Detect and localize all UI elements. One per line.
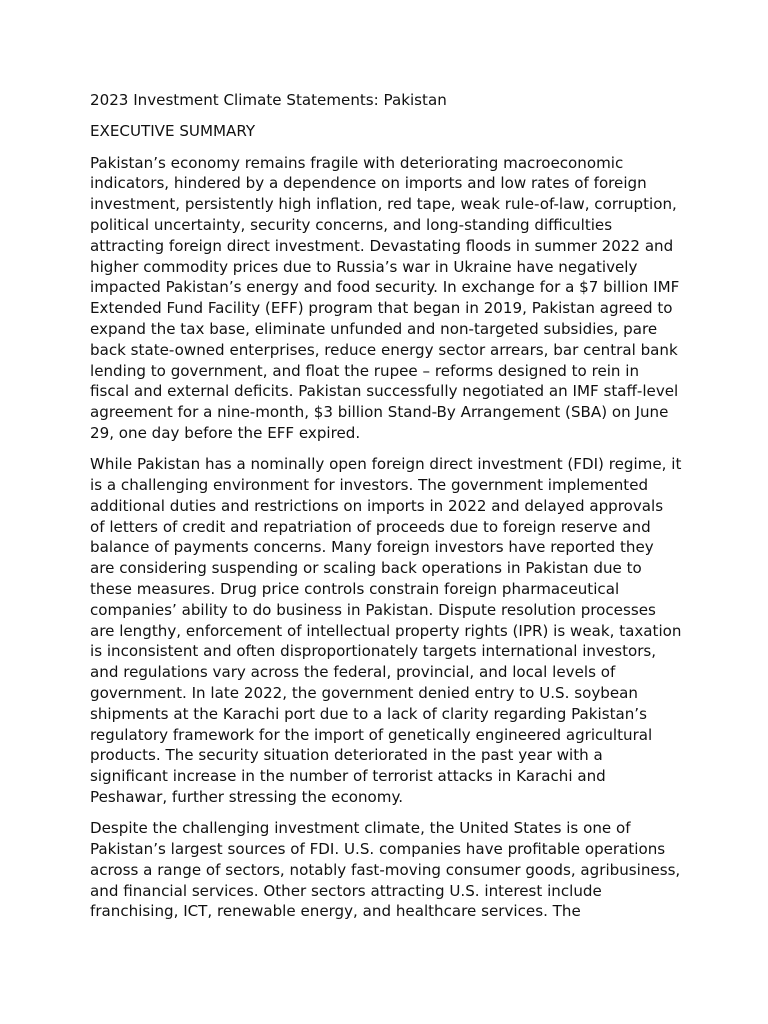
paragraph-2: While Pakistan has a nominally open foreign direct investment (FDI) regime, it is a challenging environment for investors. The government implemented additional duties and restrictions on imports in 2022 and delayed approvals of letters of credit and repatriation of proceeds due to foreign reserve and balance of payments concerns. Many foreign investors have reported they are considering suspending or scaling back operations in Pakistan due to these measures. Drug price controls constrain foreign pharmaceutical companies’ ability to do business in Pakistan. Dispute resolution processes are lengthy, enforcement of intellectual property rights (IPR) is weak, taxation is inconsistent and often disproportionately targets international investors, and regulations vary across the federal, provincial, and local levels of government. In late 2022, the government denied entry to U.S. soybean shipments at the Karachi port due to a lack of clarity regarding Pakistan’s regulatory framework for the import of genetically engineered agricultural products. The security situation deteriorated in the past year with a significant increase in the number of terrorist attacks in Karachi and Peshawar, further stressing the economy. xyxy=(90,455,682,806)
document-page xyxy=(90,90,682,933)
paragraph-1: Pakistan’s economy remains fragile with deteriorating macroeconomic indicators, hindered by a dependence on imports and low rates of foreign investment, persistently high inflation, red tape, weak rule-of-law, corruption, political uncertainty, security concerns, and long-standing difficulties attracting foreign direct investment. Devastating floods in summer 2022 and higher commodity prices due to Russia’s war in Ukraine have negatively impacted Pakistan’s energy and food security. In exchange for a $7 billion IMF Extended Fund Facility (EFF) program that began in 2019, Pakistan agreed to expand the tax base, eliminate unfunded and non-targeted subsidies, pare back state-owned enterprises, reduce energy sector arrears, bar central bank lending to government, and float the rupee – reforms designed to rein in fiscal and external deficits. Pakistan successfully negotiated an IMF staff-level agreement for a nine-month, $3 billion Stand-By Arrangement (SBA) on June 29, one day before the EFF expired. xyxy=(90,153,680,442)
document-title: 2023 Investment Climate Statements: Pakistan xyxy=(90,91,447,109)
section-heading: EXECUTIVE SUMMARY xyxy=(90,122,256,141)
paragraph-3: Despite the challenging investment climate, the United States is one of Pakistan’s largest sources of FDI. U.S. companies have profitable operations across a range of sectors, notably fast-moving consumer goods, agribusiness, and financial services. Other sectors attracting U.S. interest include franchising, ICT, renewable energy, and healthcare services. The xyxy=(90,819,681,921)
